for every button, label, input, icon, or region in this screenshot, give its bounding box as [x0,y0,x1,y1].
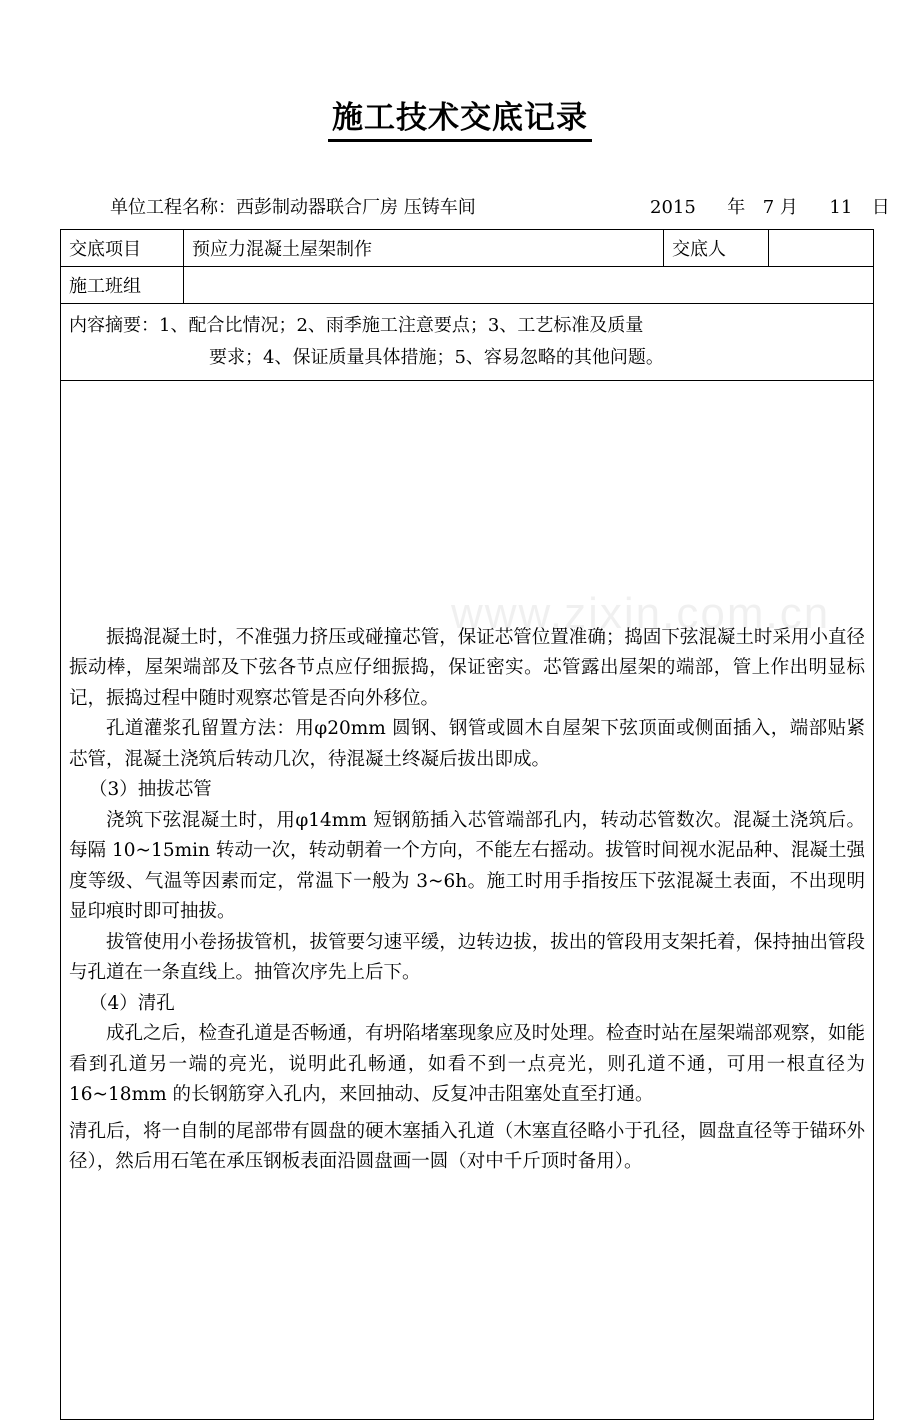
date-day: 11 [829,197,853,218]
paragraph-grout-hole: 孔道灌浆孔留置方法：用φ20mm 圆钢、钢管或圆木自屋架下弦顶面或侧面插入，端部贴紧芯管，混凝土浇筑后转动几次，待混凝土终凝后拔出即成。 [69,718,865,770]
team-value-cell [184,267,874,304]
presenter-label-cell: 交底人 [664,230,769,267]
summary-line-1: 内容摘要：1、配合比情况；2、雨季施工注意要点；3、工艺标准及质量 [69,315,644,336]
table-row [61,381,874,1420]
team-label-cell: 施工班组 [61,267,184,304]
date-month: 7 月 [762,197,798,218]
section-heading-clear-hole: （4）清孔 [89,992,175,1014]
summary-cell [61,304,874,381]
watermark: www.zixin.com.cn [451,589,831,638]
paragraph-hole-inspection: 成孔之后，检查孔道是否畅通，有坍陷堵塞现象应及时处理。检查时站在屋架端部观察，如能看到孔道另一端的亮光，说明此孔畅通，如看不到一点亮光，则孔道不通，可用一根直径为 16~18mm 的长钢筋穿入孔内，来回抽动、反复冲击阻塞处直至打通。 [69,1023,865,1105]
table-row [61,304,874,381]
table-row [61,230,874,267]
project-label-cell: 交底项目 [61,230,184,267]
handover-record-table [60,229,874,1420]
unit-project-name: 西彭制动器联合厂房 压铸车间 [236,197,476,218]
date-day-unit: 日 [871,197,890,218]
section-heading-pull-core: （3）抽拔芯管 [89,779,212,800]
date-line [650,193,890,219]
date-year: 2015 [650,197,696,218]
project-value-cell: 预应力混凝土屋架制作 [184,230,664,267]
date-year-unit: 年 [727,197,746,218]
content-cell [61,381,874,1420]
unit-project-line [110,193,476,219]
table-row [61,267,874,304]
summary-line-2: 要求；4、保证质量具体措施；5、容易忽略的其他问题。 [209,347,664,368]
presenter-value-cell [769,230,874,267]
paragraph-pull-machine: 拔管使用小卷扬拔管机，拔管要匀速平缓，边转边拔，拔出的管段用支架托着，保持抽出管段与孔道在一条直线上。抽管次序先上后下。 [69,931,865,983]
paragraph-after-clearing: 清孔后，将一自制的尾部带有圆盘的硬木塞插入孔道（木塞直径略小于孔径，圆盘直径等于锚环外径），然后用石笔在承压钢板表面沿圆盘画一圆（对中千斤顶时备用）。 [69,1120,865,1172]
paragraph-pull-timing: 浇筑下弦混凝土时，用φ14mm 短钢筋插入芯管端部孔内，转动芯管数次。混凝土浇筑后。每隔 10~15min 转动一次，转动朝着一个方向，不能左右摇动。拔管时间视水泥品种、混凝土强度等级、气温等因素而定，常温下一般为 3~6h。施工时用手指按压下弦混凝土表面，不出现明显印痕时即可抽拔。 [69,809,865,922]
document-title: 施工技术交底记录 [0,92,920,137]
unit-project-label: 单位工程名称： [110,197,236,218]
paragraph-vibration: 振捣混凝土时，不准强力挤压或碰撞芯管，保证芯管位置准确；捣固下弦混凝土时采用小直径振动棒，屋架端部及下弦各节点应仔细振捣，保证密实。芯管露出屋架的端部，管上作出明显标记，振捣过程中随时观察芯管是否向外移位。 [69,626,865,709]
